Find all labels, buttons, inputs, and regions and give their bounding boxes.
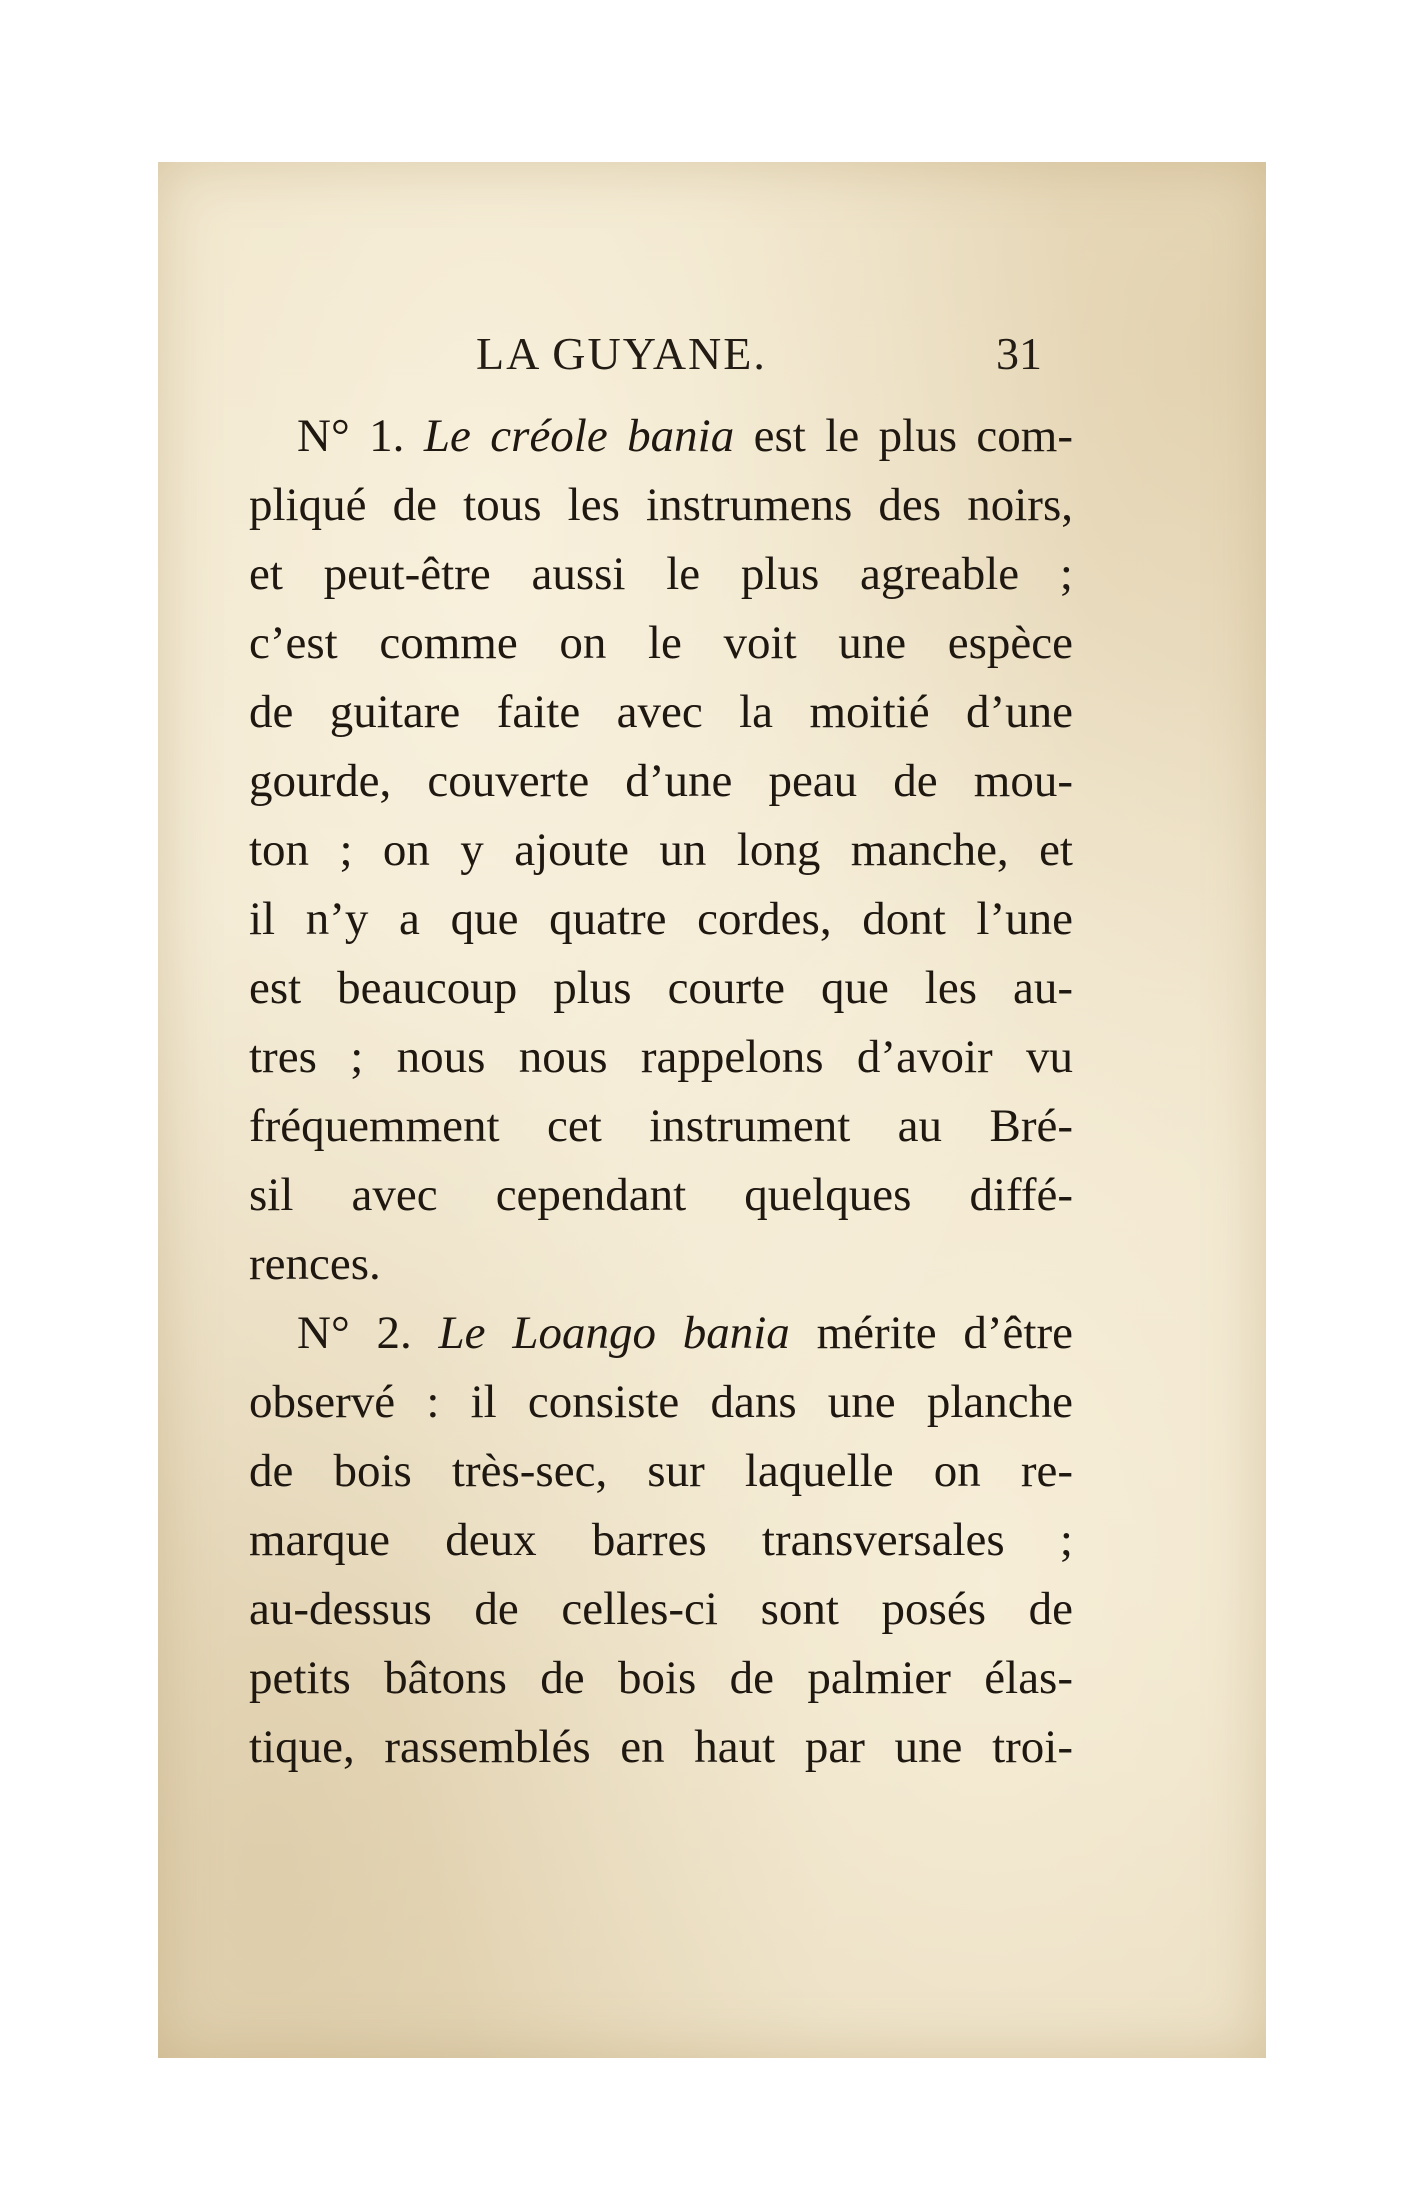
text-line: c’est comme on le voit une espèce [249, 617, 1073, 669]
instrument-name: Le créole bania [423, 410, 735, 462]
text-line: est beaucoup plus courte que les au- [249, 962, 1073, 1014]
text-line: observé : il consiste dans une planche [249, 1376, 1073, 1428]
text-line: et peut-être aussi le plus agreable ; [249, 548, 1073, 600]
text-line: de bois très-sec, sur laquelle on re- [249, 1445, 1073, 1497]
text-line: tique, rassemblés en haut par une troi- [249, 1721, 1073, 1773]
text-line: tres ; nous nous rappelons d’avoir vu [249, 1031, 1073, 1083]
text-line: il n’y a que quatre cordes, dont l’une [249, 893, 1073, 945]
text-line: N° 1. Le créole bania est le plus com- [297, 410, 1073, 462]
body-text [249, 402, 1073, 1782]
text-line: de guitare faite avec la moitié d’une [249, 686, 1073, 738]
text-line: fréquemment cet instrument au Bré- [249, 1100, 1073, 1152]
text-line: sil avec cependant quelques diffé- [249, 1169, 1073, 1221]
book-page [158, 162, 1266, 2058]
instrument-name: Le Loango bania [438, 1307, 790, 1359]
text-line: ton ; on y ajoute un long manche, et [249, 824, 1073, 876]
page-number: 31 [996, 328, 1042, 379]
text-line: marque deux barres transversales ; [249, 1514, 1073, 1566]
text-line: rences. [249, 1238, 381, 1290]
page-header [158, 327, 1266, 387]
text-line: gourde, couverte d’une peau de mou- [249, 755, 1073, 807]
text-line: au-dessus de celles-ci sont posés de [249, 1583, 1073, 1635]
text-line: N° 2. Le Loango bania mérite d’être [297, 1307, 1073, 1359]
text-line: pliqué de tous les instrumens des noirs, [249, 479, 1073, 531]
text-line: petits bâtons de bois de palmier élas- [249, 1652, 1073, 1704]
running-title: LA GUYANE. [476, 328, 767, 379]
